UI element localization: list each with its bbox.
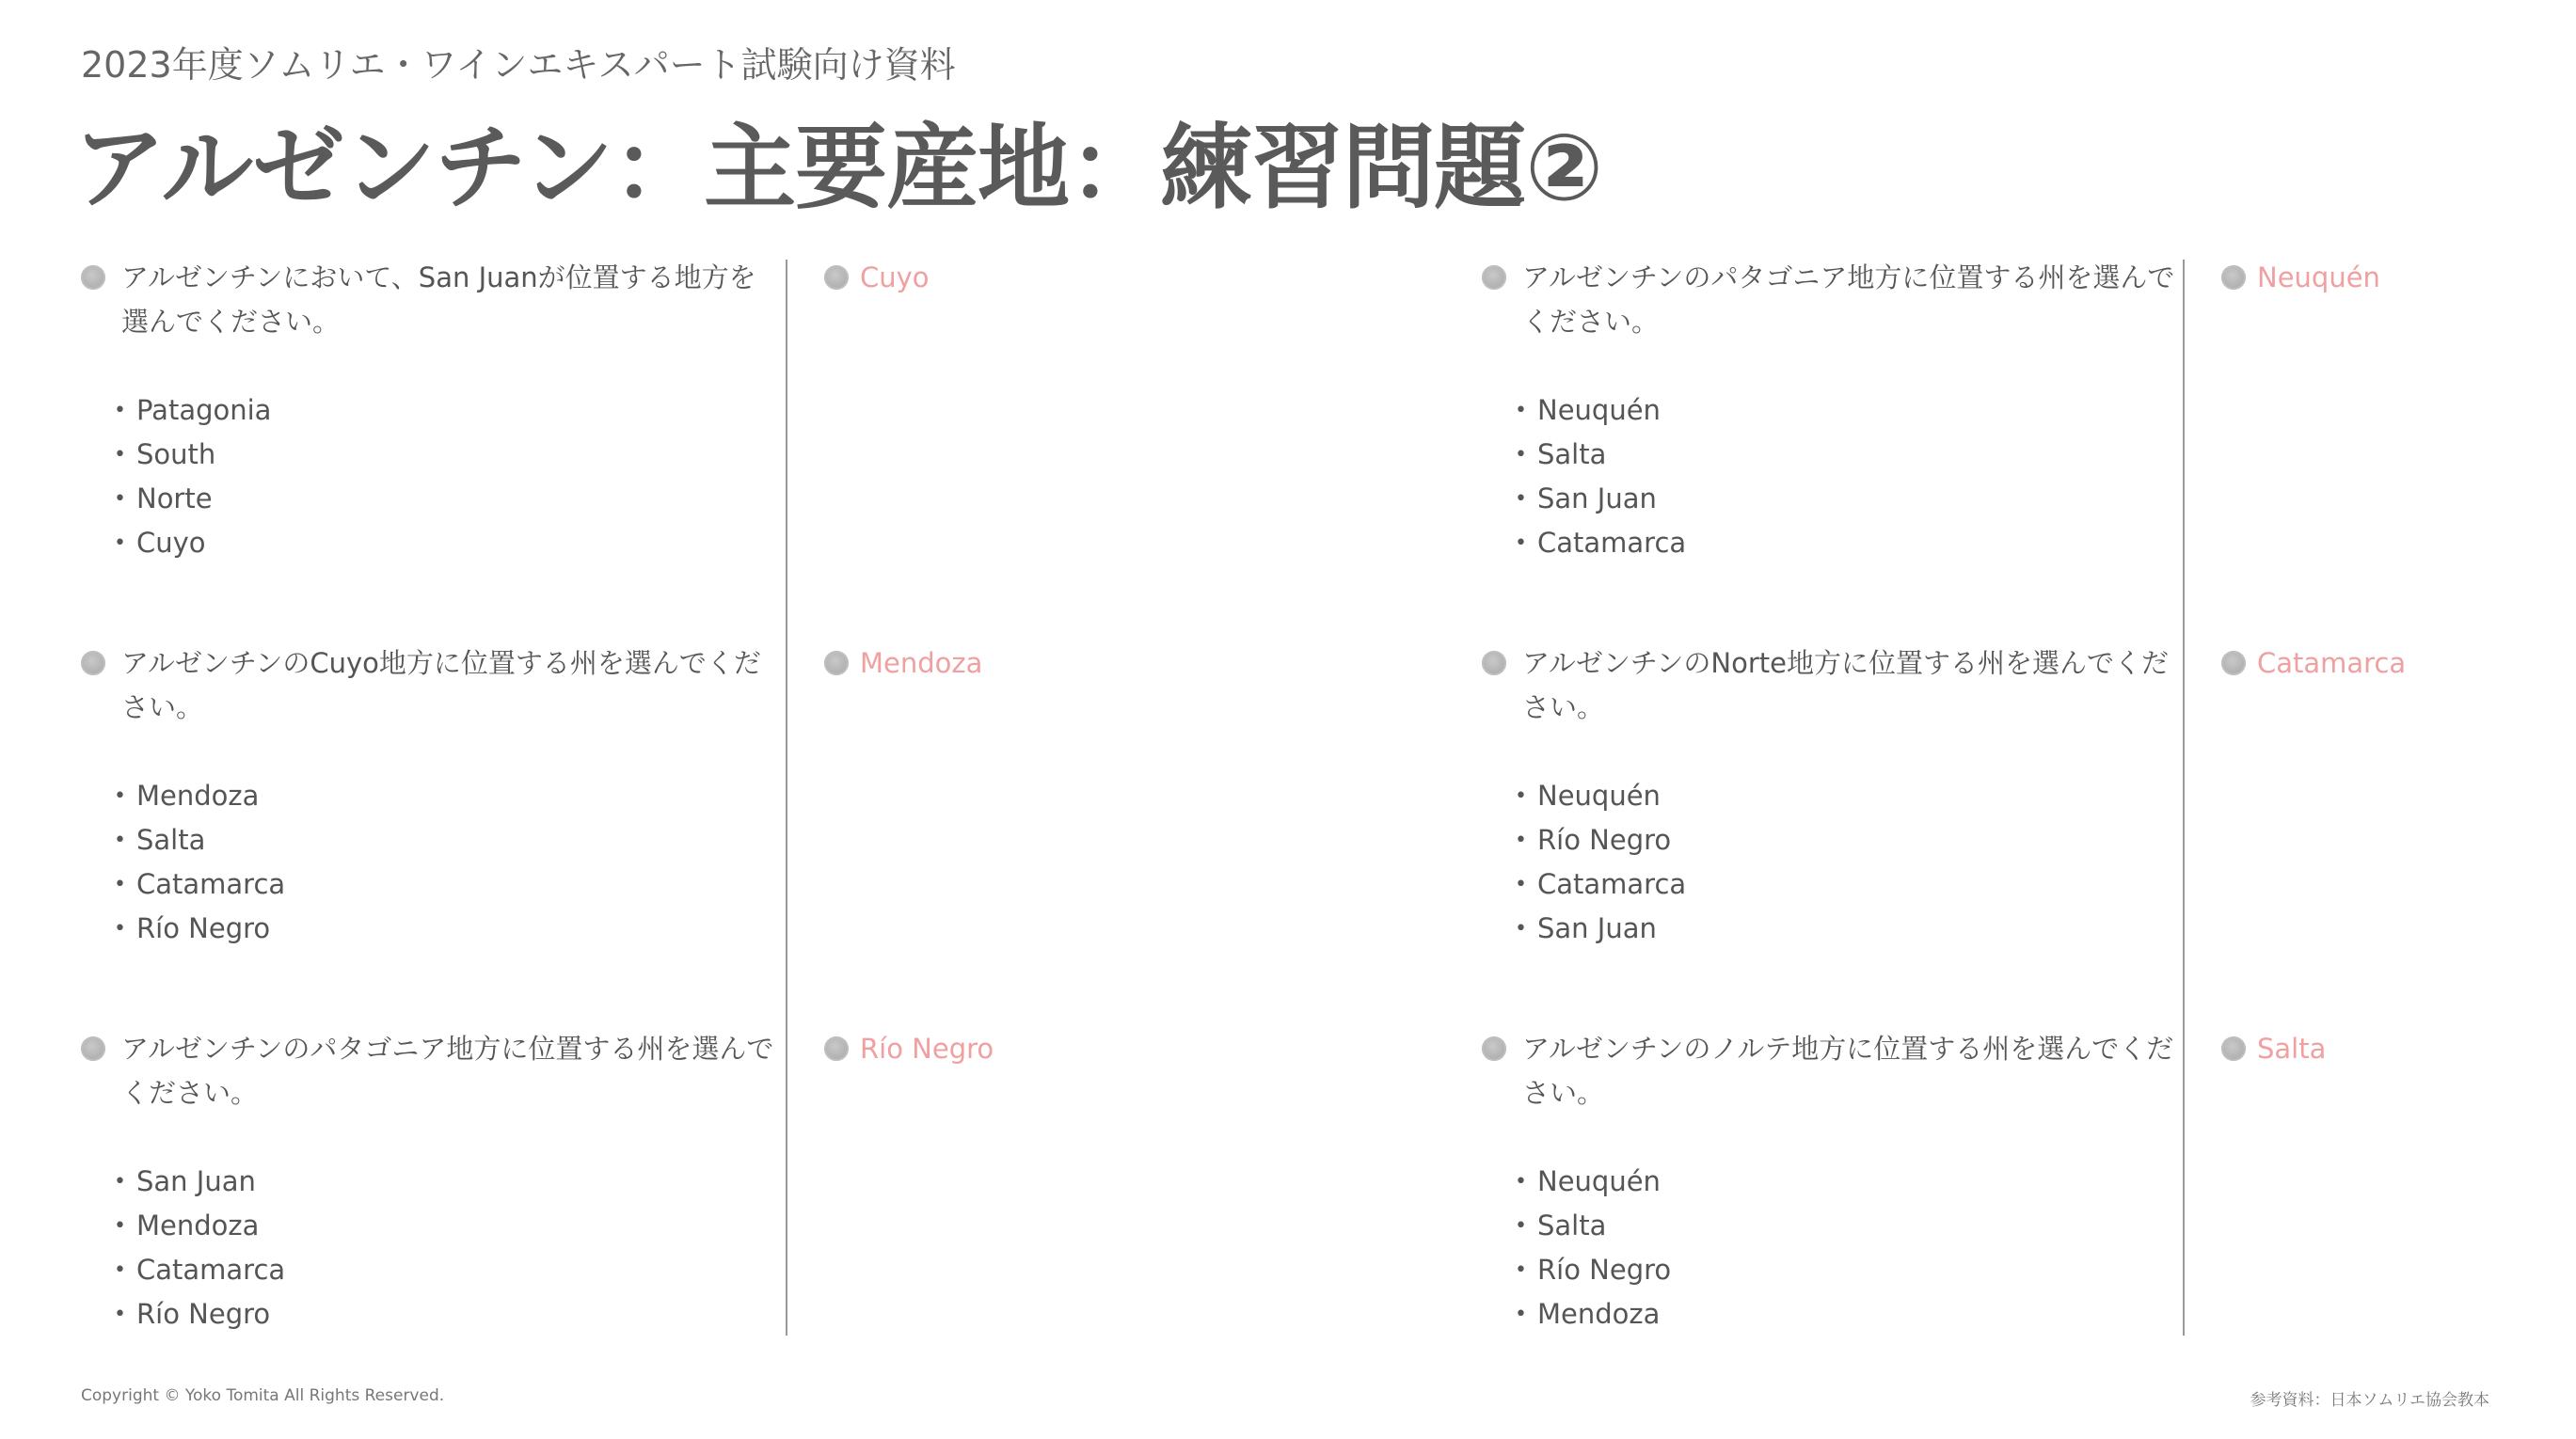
question-1-text: アルゼンチンにおいて、San Juanが位置する地方を選んでください。 <box>121 261 756 338</box>
question-6-text: アルゼンチンのノルテ地方に位置する州を選んでください。 <box>1522 1033 2174 1109</box>
deck-subtitle: 2023年度ソムリエ・ワインエキスパート試験向け資料 <box>81 44 956 86</box>
option-item: • San Juan <box>1515 907 2181 951</box>
circle-bullet-icon <box>81 651 105 675</box>
option-item: • Río Negro <box>1515 818 2181 862</box>
question-3-options <box>84 1160 780 1336</box>
circle-bullet-icon <box>1482 651 1506 675</box>
question-6 <box>1485 1027 2181 1336</box>
option-item: • Mendoza <box>1515 1292 2181 1336</box>
answer-5 <box>2221 641 2406 686</box>
question-1 <box>84 256 780 565</box>
option-item: • Salta <box>114 818 780 862</box>
answer-5-text: Catamarca <box>2257 647 2407 679</box>
option-item: • Salta <box>1515 1204 2181 1248</box>
question-6-options <box>1485 1160 2181 1336</box>
question-2-options <box>84 774 780 951</box>
circle-bullet-icon <box>1482 265 1506 290</box>
option-item: • Río Negro <box>1515 1248 2181 1292</box>
question-1-options <box>84 388 780 565</box>
option-item: • Mendoza <box>114 1204 780 1248</box>
option-item: • Salta <box>1515 433 2181 477</box>
reference-note: 参考資料：日本ソムリエ協会教本 <box>2250 1391 2489 1410</box>
answer-2 <box>824 641 982 686</box>
question-4-header <box>1485 256 2181 344</box>
option-item: • Catamarca <box>1515 862 2181 907</box>
circle-bullet-icon <box>81 1036 105 1061</box>
question-5 <box>1485 641 2181 951</box>
answer-2-text: Mendoza <box>860 647 983 679</box>
circle-bullet-icon <box>2221 265 2246 290</box>
circle-bullet-icon <box>824 1036 849 1061</box>
option-item: • Catamarca <box>114 862 780 907</box>
copyright-notice: Copyright © Yoko Tomita All Rights Reserved. <box>81 1386 445 1405</box>
column-divider-left <box>786 260 787 1336</box>
question-5-header <box>1485 641 2181 730</box>
option-item: • San Juan <box>114 1160 780 1204</box>
question-3 <box>84 1027 780 1336</box>
question-4 <box>1485 256 2181 565</box>
option-item: • Neuquén <box>1515 1160 2181 1204</box>
option-item: • San Juan <box>1515 477 2181 521</box>
question-2-text: アルゼンチンのCuyo地方に位置する州を選んでください。 <box>121 647 761 723</box>
option-item: • Neuquén <box>1515 388 2181 433</box>
question-5-options <box>1485 774 2181 951</box>
question-4-text: アルゼンチンのパタゴニア地方に位置する州を選んでください。 <box>1522 261 2175 338</box>
circle-bullet-icon <box>824 651 849 675</box>
question-2 <box>84 641 780 951</box>
option-item: • Catamarca <box>114 1248 780 1292</box>
circle-bullet-icon <box>81 265 105 290</box>
question-3-header <box>84 1027 780 1115</box>
answer-4-text: Neuquén <box>2257 261 2380 293</box>
option-item: • Mendoza <box>114 774 780 818</box>
answer-3 <box>824 1027 994 1071</box>
answer-4 <box>2221 256 2380 300</box>
option-item: • Neuquén <box>1515 774 2181 818</box>
page-title: アルゼンチン：主要産地：練習問題② <box>73 115 1603 222</box>
circle-bullet-icon <box>824 265 849 290</box>
column-divider-right <box>2183 260 2185 1336</box>
question-1-header <box>84 256 780 344</box>
question-4-options <box>1485 388 2181 565</box>
option-item: • South <box>114 433 780 477</box>
option-item: • Cuyo <box>114 521 780 565</box>
question-6-header <box>1485 1027 2181 1115</box>
option-item: • Catamarca <box>1515 521 2181 565</box>
question-5-text: アルゼンチンのNorte地方に位置する州を選んでください。 <box>1522 647 2169 723</box>
option-item: • Río Negro <box>114 1292 780 1336</box>
option-item: • Norte <box>114 477 780 521</box>
option-item: • Río Negro <box>114 907 780 951</box>
option-item: • Patagonia <box>114 388 780 433</box>
answer-3-text: Río Negro <box>860 1033 994 1065</box>
answer-6 <box>2221 1027 2326 1071</box>
circle-bullet-icon <box>1482 1036 1506 1061</box>
circle-bullet-icon <box>2221 651 2246 675</box>
circle-bullet-icon <box>2221 1036 2246 1061</box>
answer-1-text: Cuyo <box>860 261 930 293</box>
answer-6-text: Salta <box>2257 1033 2327 1065</box>
question-3-text: アルゼンチンのパタゴニア地方に位置する州を選んでください。 <box>121 1033 774 1109</box>
answer-1 <box>824 256 930 300</box>
question-2-header <box>84 641 780 730</box>
